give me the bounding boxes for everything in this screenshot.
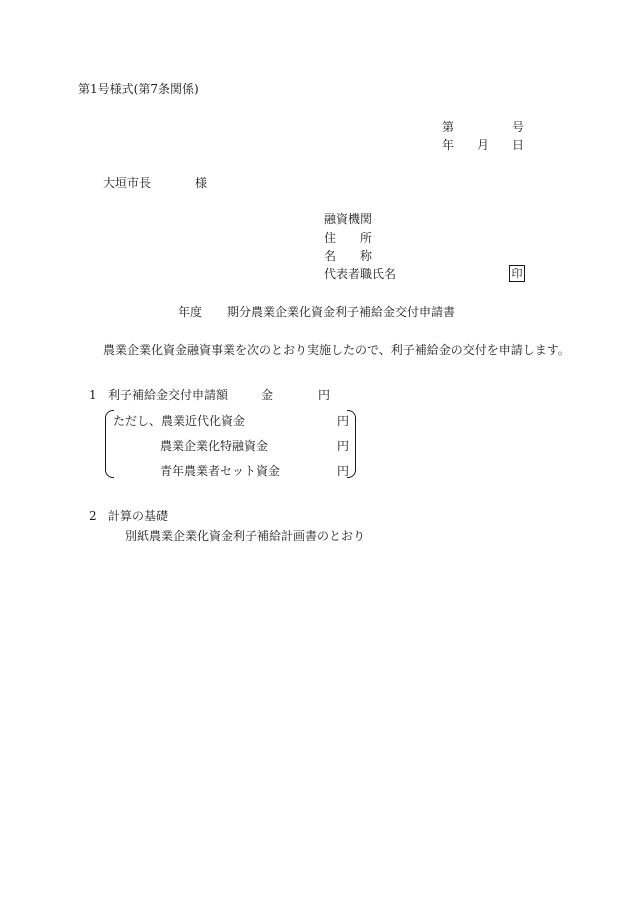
- section2-label: 計算の基礎: [108, 509, 169, 523]
- section2-number: 2: [89, 509, 97, 523]
- section1-amount-unit: 円: [318, 388, 331, 402]
- document-title: 期分農業企業化資金利子補給金交付申請書: [227, 305, 456, 319]
- breakdown-item-name: 農業企業化特融資金: [160, 439, 269, 453]
- addressee-honorific: 様: [195, 176, 208, 190]
- breakdown-item-unit: 円: [337, 414, 350, 428]
- doc-number-prefix: 第: [442, 120, 455, 134]
- addressee-name: 大垣市長: [103, 176, 152, 190]
- breakdown-item-unit: 円: [337, 464, 350, 478]
- title-fiscal-year: 年度: [178, 305, 203, 319]
- section1-amount-prefix: 金: [261, 388, 274, 402]
- section1-label: 利子補給金交付申請額: [108, 388, 229, 402]
- representative-label: 代表者職氏名: [324, 267, 397, 281]
- form-number: 第1号様式(第7条関係): [78, 82, 199, 96]
- seal-mark: 印: [509, 265, 525, 282]
- intro-text: 農業企業化資金融資事業を次のとおり実施したので、利子補給金の交付を申請します。: [103, 343, 570, 357]
- date-month: 月: [477, 138, 490, 152]
- doc-number-suffix: 号: [512, 120, 525, 134]
- section2-content: 別紙農業企業化資金利子補給計画書のとおり: [125, 529, 366, 543]
- section1-number: 1: [89, 388, 97, 402]
- institution-label: 融資機関: [324, 212, 373, 226]
- date-year: 年: [442, 138, 455, 152]
- name-label: 名 称: [324, 249, 373, 263]
- breakdown-item-name: ただし、農業近代化資金: [113, 414, 246, 428]
- address-label: 住 所: [324, 231, 373, 245]
- date-day: 日: [512, 138, 525, 152]
- breakdown-item-unit: 円: [337, 439, 350, 453]
- breakdown-item-name: 青年農業者セット資金: [160, 464, 281, 478]
